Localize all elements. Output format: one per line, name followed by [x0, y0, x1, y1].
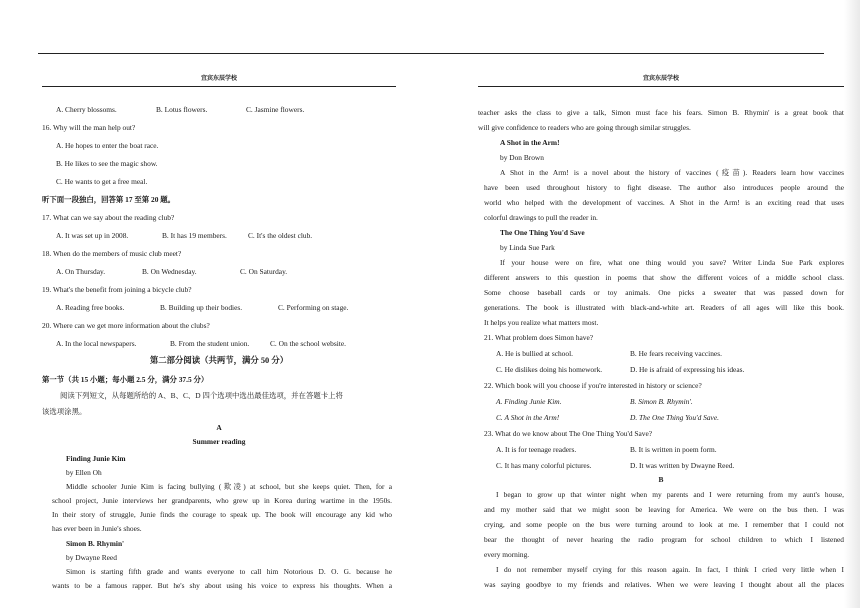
q15-option-c: C. Jasmine flowers.	[246, 105, 305, 114]
book2-text-2: wants to be a famous rapper. But he's shy about using his voice to express his thoughts. When a	[52, 581, 392, 590]
instructions-line-1: 阅读下列短文，从每题所给的 A、B、C、D 四个选项中选出最佳选项，并在答题卡上将	[60, 391, 343, 400]
book3-text-3: world who helped with the development of vaccines. A Shot in the Arm! is an exciting read that uses	[484, 198, 844, 207]
passage-b-letter: B	[658, 475, 664, 484]
q21-option-d: D. He is afraid of expressing his ideas.	[630, 365, 745, 374]
q21-options-row-2	[496, 366, 744, 373]
book4-text-5: It helps you realize what matters most.	[484, 318, 599, 327]
q23-options-row-1	[496, 446, 717, 453]
passage-b-line-6: I do not remember myself crying for this reason again. In fact, I think I cried very little when I	[496, 565, 844, 574]
book3-text-1: A Shot in the Arm! is a novel about the history of vaccines (疫苗). Readers learn how vaccines	[500, 168, 844, 177]
passage-a-continued-2: will give confidence to readers who are going through similar struggles.	[478, 123, 691, 132]
book1-author: by Ellen Oh	[66, 468, 102, 477]
q23-option-a: A. It is for teenage readers.	[496, 445, 577, 454]
book4-text-4: generations. The book is illustrated with black-and-white art. Readers of all ages will like this book.	[484, 303, 844, 312]
section1-title: 第一节（共 15 小题；每小题 2.5 分，满分 37.5 分）	[42, 375, 209, 384]
part2-title: 第二部分阅读（共两节，满分 50 分）	[149, 356, 289, 365]
q17-option-b: B. It has 19 members.	[162, 231, 227, 240]
q18-option-b: B. On Wednesday.	[142, 267, 197, 276]
q20-options	[42, 340, 346, 347]
q22-options-row-1	[496, 398, 693, 405]
q21-option-c: C. He dislikes doing his homework.	[496, 365, 603, 374]
q16-option-b: B. He likes to see the magic show.	[56, 159, 158, 168]
q21-stem: 21. What problem does Simon have?	[484, 333, 594, 342]
q18-stem: 18. When do the members of music club meet?	[42, 249, 182, 258]
q18-option-c: C. On Saturday.	[240, 267, 288, 276]
book4-text-3: Some choose baseball cards or toy animals. One picks a sweater that was passed down for	[484, 288, 844, 297]
q23-option-b: B. It is written in poem form.	[630, 445, 717, 454]
right-page-header: 宜宾东辰学校	[478, 76, 844, 87]
q19-stem: 19. What's the benefit from joining a bicycle club?	[42, 285, 192, 294]
passage-a-title: Summer reading	[192, 437, 246, 446]
q17-option-a: A. It was set up in 2008.	[56, 231, 129, 240]
q20-option-c: C. On the school website.	[270, 339, 346, 348]
q21-options-row-1	[496, 350, 722, 357]
passage-b-line-2: and my mother said that we might soon be leaving for America. We were on the bus then. I was	[484, 505, 844, 514]
book3-text-2: have been used throughout history to fight disease. The author also introduces people around the	[484, 183, 844, 192]
q23-option-c: C. It has many colorful pictures.	[496, 461, 592, 470]
q15-options	[42, 106, 304, 113]
book2-author: by Dwayne Reed	[66, 553, 117, 562]
q20-option-a: A. In the local newspapers.	[56, 339, 137, 348]
q18-option-a: A. On Thursday.	[56, 267, 106, 276]
scan-top-rule	[38, 53, 824, 54]
q21-option-a: A. He is bullied at school.	[496, 349, 573, 358]
q19-option-b: B. Building up their bodies.	[160, 303, 243, 312]
passage-b-line-7: was saying goodbye to my friends and relatives. When we were leaving I thought about all the places	[484, 580, 844, 589]
q22-option-a: A. Finding Junie Kim.	[496, 397, 562, 406]
q23-stem: 23. What do we know about The One Thing You'd Save?	[484, 429, 653, 438]
book1-text-1: Middle schooler Junie Kim is facing bullying (欺凌) at school, but she keeps quiet. Then, for a	[66, 482, 392, 491]
instructions-line-2: 该选项涂黑。	[42, 407, 87, 416]
q19-option-c: C. Performing on stage.	[278, 303, 349, 312]
q21-option-b: B. He fears receiving vaccines.	[630, 349, 722, 358]
book4-text-1: If your house were on fire, what one thing would you save? Writer Linda Sue Park explores	[500, 258, 844, 267]
q22-option-d: D. The One Thing You'd Save.	[630, 413, 719, 422]
q23-options-row-2	[496, 462, 734, 469]
book1-text-3: In their story of struggle, Junie finds the courage to speak up. The book will encourage any kid who	[52, 510, 392, 519]
passage-b-line-4: bear the thought of never hearing the radio program for school children to which I listened	[484, 535, 844, 544]
q18-options	[42, 268, 287, 275]
book1-text-4: has ever been in Junie's shoes.	[52, 524, 142, 533]
book1-title: Finding Junie Kim	[66, 454, 126, 463]
q17-stem: 17. What can we say about the reading club?	[42, 213, 175, 222]
q16-option-c: C. He wants to get a free meal.	[56, 177, 148, 186]
q22-option-b: B. Simon B. Rhymin'.	[630, 397, 693, 406]
listening-note: 听下面一段独白，回答第 17 至第 20 题。	[42, 195, 176, 204]
book3-text-4: colorful drawings to pull the reader in.	[484, 213, 598, 222]
q19-option-a: A. Reading free books.	[56, 303, 125, 312]
left-page	[42, 76, 396, 590]
q15-option-b: B. Lotus flowers.	[156, 105, 208, 114]
q22-stem: 22. Which book will you choose if you're interested in history or science?	[484, 381, 702, 390]
passage-b-line-1: I began to grow up that winter night when my parents and I were returning from my aunt's house,	[496, 490, 844, 499]
book4-title: The One Thing You'd Save	[500, 228, 585, 237]
passage-a-letter: A	[216, 423, 222, 432]
book1-text-2: school project, Junie interviews her grandparents, who grew up in Korea during wartime in the 1950s.	[52, 496, 392, 505]
passage-b-line-3: crying, and some people on the bus were turning around to look at me. I remember that I could not	[484, 520, 844, 529]
q16-option-a: A. He hopes to enter the boat race.	[56, 141, 159, 150]
q19-options	[42, 304, 348, 311]
q17-option-c: C. It's the oldest club.	[248, 231, 313, 240]
left-page-header: 宜宾东辰学校	[42, 76, 396, 87]
q20-stem: 20. Where can we get more information about the clubs?	[42, 321, 210, 330]
q20-option-b: B. From the student union.	[170, 339, 250, 348]
q15-option-a: A. Cherry blossoms.	[56, 105, 117, 114]
q16-stem: 16. Why will the man help out?	[42, 123, 136, 132]
book4-author: by Linda Sue Park	[500, 243, 555, 252]
passage-a-continued-1: teacher asks the class to give a talk, Simon must face his fears. Simon B. Rhymin' is a great book that	[478, 108, 844, 117]
q22-option-c: C. A Shot in the Arm!	[496, 413, 560, 422]
q22-options-row-2	[496, 414, 719, 421]
q17-options	[42, 232, 312, 239]
book2-title: Simon B. Rhymin'	[66, 539, 125, 548]
scan-edge-shadow	[844, 0, 860, 608]
right-page	[478, 76, 844, 589]
q23-option-d: D. It was written by Dwayne Reed.	[630, 461, 735, 470]
passage-b-line-5: every morning.	[484, 550, 530, 559]
book4-text-2: different answers to this question in poems that show the different voices of a middle school class.	[484, 273, 844, 282]
book2-text-1: Simon is starting fifth grade and wants everyone to call him Notorious D. O. G. because he	[66, 567, 392, 576]
book3-title: A Shot in the Arm!	[500, 138, 560, 147]
book3-author: by Don Brown	[500, 153, 544, 162]
